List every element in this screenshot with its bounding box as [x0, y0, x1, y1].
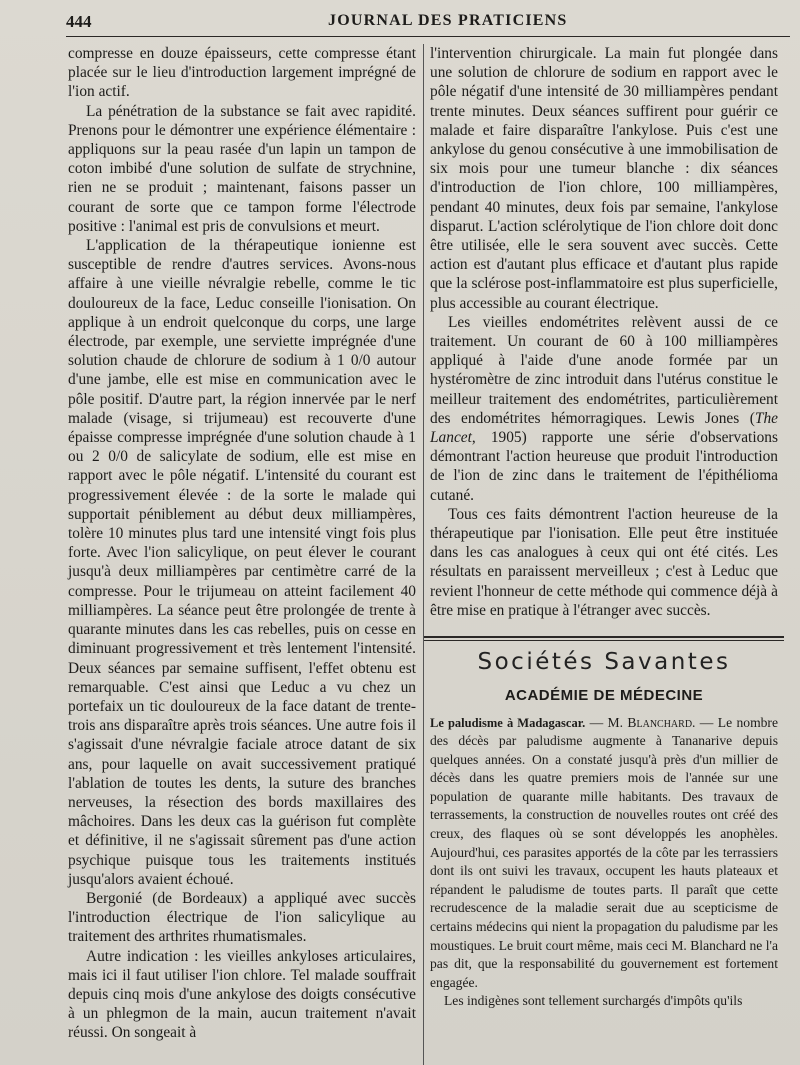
paragraph: L'application de la thérapeutique ionienne est susceptible de rendre d'autres services. Avons-nous affaire à une vieille névralgie rebelle, comme le tic douloureux de la face, Leduc conseille l'ionisation. On applique à un endroit quelconque du corps, une large électrode, par exemple, une serviette imprégnée d'une solution chaude de chlorure de sodium à 1 0/0 autour d'une jambe, elle est mise en communication avec le pôle positif. D'autre part, la région innervée par le nerf malade (visage, si trijumeau) est recouverte d'une épaisse compresse imprégnée d'une solution chaude à 1 ou 2 0/0 de salicylate de sodium, elle est mise en rapport avec le pôle négatif. L'intensité du courant est progressivement élevée : de la sorte le malade qui supportait péniblement au début deux milliampères, tolère 10 minutes plus tard une intensité vingt fois plus forte. Avec l'ion salicylique, on peut élever le courant jusqu'à deux milliampères par centimètre carré de la compresse. Pour le trijumeau on atteint facilement 40 milliampères. La séance peut être prolongée de trente à quarante minutes dans les cas rebelles, puis on cesse en diminuant progressivement et très lentement l'intensité. Deux séances par semaine suffisent, l'effet obtenu est remarquable. C'est ainsi que Leduc a vu chez un portefaix un tic douloureux de la face datant de trente-trois ans disparaître après trois séances. Une autre fois il s'agissait d'une névralgie faciale atroce datant de six ans, pour laquelle on avait successivement pratiqué l'ablation de toutes les dents, la suture des branches nerveuses, la résection des bords maxillaires des mâchoires. Dans les deux cas la guérison fut complète et définitive, il ne s'agissait sûrement pas d'une action psychique puisque tous les traitements institués jusqu'alors avaient échoué. [68, 237, 416, 888]
running-title: JOURNAL DES PRATICIENS [328, 12, 568, 29]
page-number: 444 [66, 12, 92, 31]
column-divider [423, 44, 424, 1065]
endometritis-text-end: , 1905) rapporte une série d'observations démontrant l'action heureuse que produit l'introduction de l'ion de zinc dans le traitement de l'épithélioma cutané. [430, 429, 778, 504]
article-paragraph: Les indigènes sont tellement surchargés d'impôts qu'ils [444, 993, 743, 1009]
section-title: Sociétés Savantes [477, 649, 731, 676]
article-author: Blanchard [627, 714, 693, 730]
article-dash: — M. [585, 714, 628, 730]
paragraph: Bergonié (de Bordeaux) a appliqué avec succès l'introduction électrique de l'ion salicylique au traitement des arthrites rhumatismales. [68, 889, 416, 946]
subsection-title: ACADÉMIE DE MÉDECINE [504, 687, 704, 705]
article-heading: Le paludisme à Madagascar. [430, 715, 586, 730]
article-lead: . — Le nombre des décès par paludisme augmente à Tananarive depuis quelques années. On a constaté jusqu'à près d'un millier de décès dans les quatre premiers mois de l'année sur une population de quarante mille habitants. Des travaux de terrassements, la construction de nouvelles routes ont créé des creux, des flaques où se sont développés les anophèles. Aujourd'hui, ces parasites apportés de la côte par les terrassiers dont ils ont suivi les travaux, occupent les hauts plateaux et répandent le paludisme de toutes parts. Il paraît que cette recrudescence de la maladie serait due au scepticisme de certains médecins qui nient la propagation du paludisme par les moustiques. Le bruit court même, mais ceci M. Blanchard ne l'a pas dit, que la responsabilité du gouvernement est fortement engagée. [430, 714, 778, 990]
paragraph: Tous ces faits démontrent l'action heureuse de la thérapeutique par l'ionisation. Elle peut être instituée dans les cas analogues à ceux qui ont été cités. Les résultats en paraissent merveilleux ; c'est à Leduc que revient l'honneur de cette méthode qui commence déjà à être mise en pratique à l'étranger avec succès. [430, 505, 778, 619]
journal-title: The Lancet [430, 409, 778, 447]
paragraph: La pénétration de la substance se fait avec rapidité. Prenons pour le démontrer une expérience élémentaire : appliquons sur la peau rasée d'un lapin un tampon de coton imbibé d'une solution de sulfate de strychnine, rien ne se produit ; maintenant, faisons passer un courant de sorte que ce tampon forme l'électrode positive : l'animal est pris de convulsions et meurt. [68, 102, 416, 235]
section-divider [424, 636, 784, 641]
left-column [68, 44, 416, 1043]
page-header [66, 8, 790, 37]
paragraph: l'intervention chirurgicale. La main fut plongée dans une solution de chlorure de sodium en rapport avec le pôle négatif d'une intensité de 30 milliampères pendant trente minutes. Deux séances suffirent pour guérir ce malade et faire disparaître l'ankylose. Puis c'est une ankylose du genou consécutive à une immobilisation de six mois pour une tumeur blanche : dix séances d'introduction de l'ion chlore, 100 milliampères, pendant 40 minutes, deux fois par semaine, l'ankylose disparut. L'action sclérolytique de l'ion chlore doit donc être utilisée, elle le sera souvent avec succès. Cette action est d'autant plus efficace et d'autant plus rapide que la sclérose post-inflammatoire est plus superficielle, plus accessible au courant électrique. [430, 45, 778, 312]
article-body [430, 714, 778, 1012]
right-column [430, 44, 778, 1011]
paragraph-endometritis [430, 313, 778, 505]
article-paragraph [430, 714, 778, 993]
paragraph: Autre indication : les vieilles ankyloses articulaires, mais ici il faut utiliser l'ion chlore. Tel malade souffrait depuis cinq mois d'une ankylose des doigts consécutive à un phlegmon de la main, aucun traitement n'avait réussi. On songeait à [68, 947, 416, 1042]
endometritis-text: Les vieilles endométrites relèvent aussi de ce traitement. Un courant de 60 à 100 milliampères appliqué à l'aide d'une anode formée par un hystéromètre de zinc introduit dans l'utérus constitue le meilleur traitement des endométrites, particulièrement des endométrites hémorragiques. Lewis Jones ( [430, 313, 778, 427]
paragraph: compresse en douze épaisseurs, cette compresse étant placée sur le lieu d'introduction largement imprégné de l'ion actif. [68, 45, 416, 101]
